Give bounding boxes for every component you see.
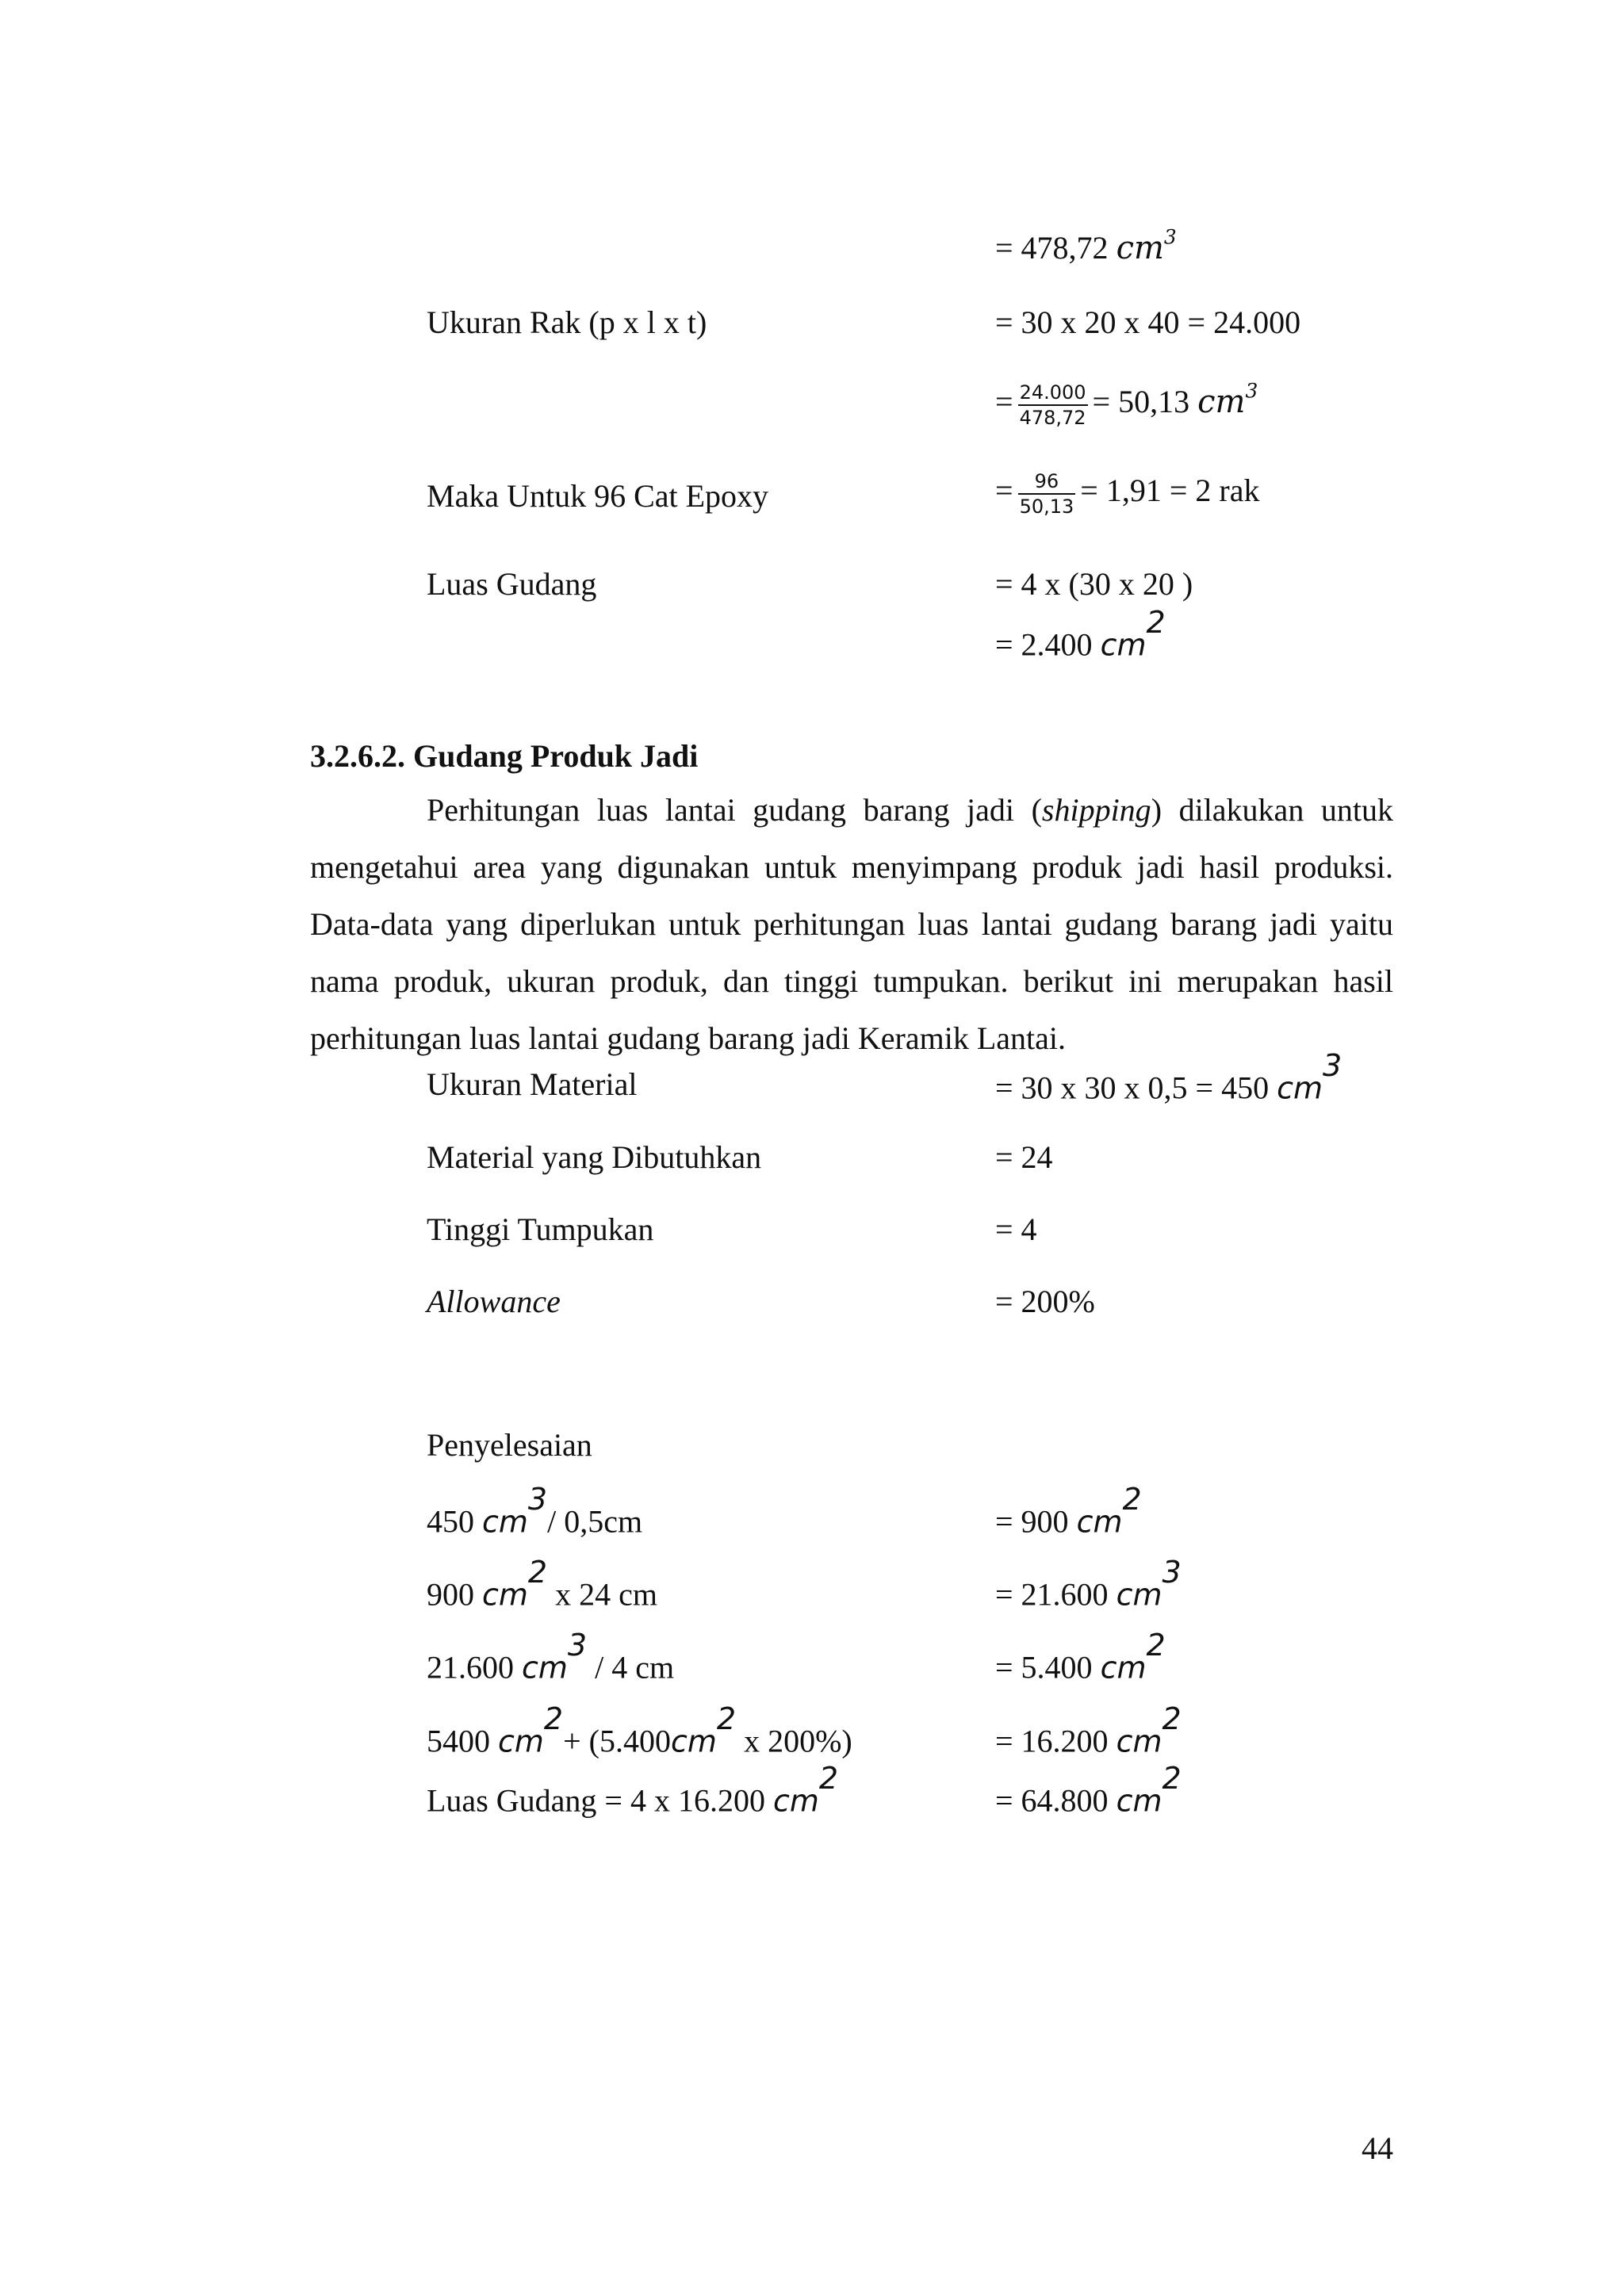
paragraph-line-2: mengetahui area yang digunakan untuk menyimpang produk jadi hasil produksi. xyxy=(310,849,1393,885)
paragraph-line-5: perhitungan luas lantai gudang barang jadi Keramik Lantai. xyxy=(310,1020,1067,1056)
solution-row-1-right: = 900 $cm^2$ xyxy=(995,1482,1142,1540)
solution-row-4-left: 5400 $cm^2+ (5.400cm^2$ x 200%) xyxy=(427,1701,852,1759)
page-number: 44 xyxy=(1362,2130,1393,2166)
material-needed-label: Material yang Dibutuhkan xyxy=(427,1139,762,1175)
paragraph-line-4: nama produk, ukuran produk, dan tinggi tumpukan. berikut ini merupakan hasil xyxy=(310,963,1393,999)
allowance-label: Allowance xyxy=(427,1284,561,1319)
solution-title: Penyelesaian xyxy=(427,1427,592,1463)
volume-result: = 478,72 $cm^3$ xyxy=(995,225,1177,266)
stack-height-label: Tinggi Tumpukan xyxy=(427,1211,654,1247)
solution-row-2-left: 900 $cm^2$ x 24 cm xyxy=(427,1555,657,1613)
epoxy-label: Maka Untuk 96 Cat Epoxy xyxy=(427,478,769,514)
stack-height-value: = 4 xyxy=(995,1211,1037,1247)
solution-row-4-right: = 16.200 $cm^2$ xyxy=(995,1701,1182,1759)
warehouse-area-result: = 2.400 $cm^2$ xyxy=(995,605,1166,663)
paragraph-line-3: Data-data yang diperlukan untuk perhitungan luas lantai gudang barang jadi yaitu xyxy=(310,906,1393,942)
solution-row-3-right: = 5.400 $cm^2$ xyxy=(995,1628,1166,1686)
solution-row-2-right: = 21.600 $cm^3$ xyxy=(995,1555,1182,1613)
warehouse-area-formula: = 4 x (30 x 20 ) xyxy=(995,566,1193,602)
solution-row-3-left: 21.600 $cm^3 / 4$ cm xyxy=(427,1628,675,1686)
solution-row-5-right: = 64.800 $cm^2$ xyxy=(995,1761,1182,1819)
paragraph-line-1: Perhitungan luas lantai gudang barang jadi (shipping) dilakukan untuk xyxy=(427,792,1393,828)
allowance-value: = 200% xyxy=(995,1284,1095,1319)
rack-size-label: Ukuran Rak (p x l x t) xyxy=(427,304,707,340)
solution-row-1-left: 450 $cm^3/$ 0,5cm xyxy=(427,1482,643,1540)
material-size-value: = 30 x 30 x 0,5 = 450 $cm^3$ xyxy=(995,1048,1342,1106)
rack-ratio-fraction: $\frac{24.000}{478,72}$ xyxy=(1019,381,1086,429)
epoxy-fraction: $\frac{96}{50,13}$ xyxy=(1019,470,1074,518)
rack-size-value: = 30 x 20 x 40 = 24.000 xyxy=(995,304,1301,340)
solution-row-5-left: Luas Gudang = 4 x 16.200 $cm^2$ xyxy=(427,1761,839,1819)
material-needed-value: = 24 xyxy=(995,1139,1053,1175)
material-size-label: Ukuran Material xyxy=(427,1066,638,1102)
warehouse-area-label: Luas Gudang xyxy=(427,566,597,602)
rack-ratio-formula: = $\frac{24.000}{478,72}$ = 50,13 $cm^3$ xyxy=(995,379,1258,429)
section-heading: 3.2.6.2. Gudang Produk Jadi xyxy=(310,738,699,774)
epoxy-formula: = $\frac{96}{50,13}$ = 1,91 = 2 rak xyxy=(995,470,1260,518)
